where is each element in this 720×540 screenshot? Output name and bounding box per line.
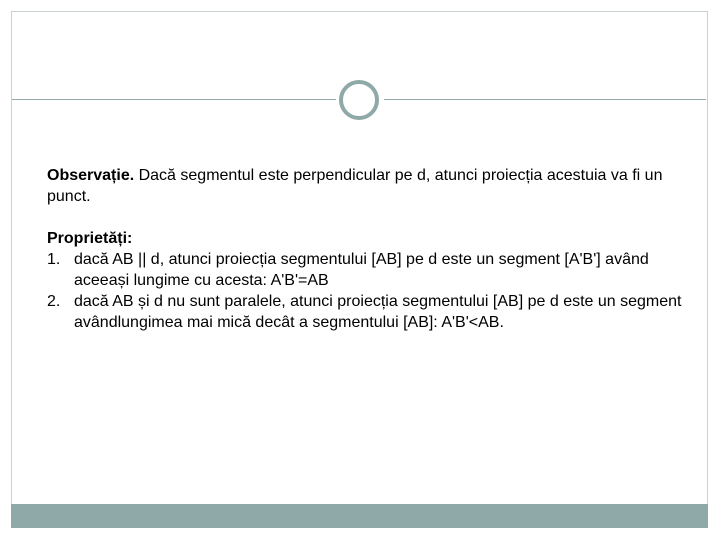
- list-item-number: 1.: [47, 251, 61, 268]
- title-divider-right: [384, 99, 706, 100]
- list-item: [47, 291, 687, 333]
- observation-label: Observație.: [47, 167, 135, 184]
- slide-body: [47, 165, 687, 333]
- paragraph-spacer: [47, 207, 687, 228]
- list-item-text: dacă AB și d nu sunt paralele, atunci proiecția segmentului [AB] pe d este un segment avândlungimea mai mică decât a segmentului [AB]: A'B'<AB.: [74, 293, 682, 331]
- list-item-number: 2.: [47, 293, 61, 310]
- title-divider-left: [12, 99, 336, 100]
- properties-list: [47, 249, 687, 333]
- list-item-text: dacă AB || d, atunci proiecția segmentului [AB] pe d este un segment [A'B'] având aceeași lungime cu acesta: A'B'=AB: [74, 251, 649, 289]
- observation-paragraph: [47, 165, 687, 207]
- observation-text: Dacă segmentul este perpendicular pe d, atunci proiecția acestuia va fi un punct.: [47, 167, 663, 205]
- circle-ornament-icon: [339, 80, 379, 120]
- list-item: [47, 249, 687, 291]
- properties-heading: Proprietăți:: [47, 230, 133, 247]
- footer-bar: [11, 504, 708, 528]
